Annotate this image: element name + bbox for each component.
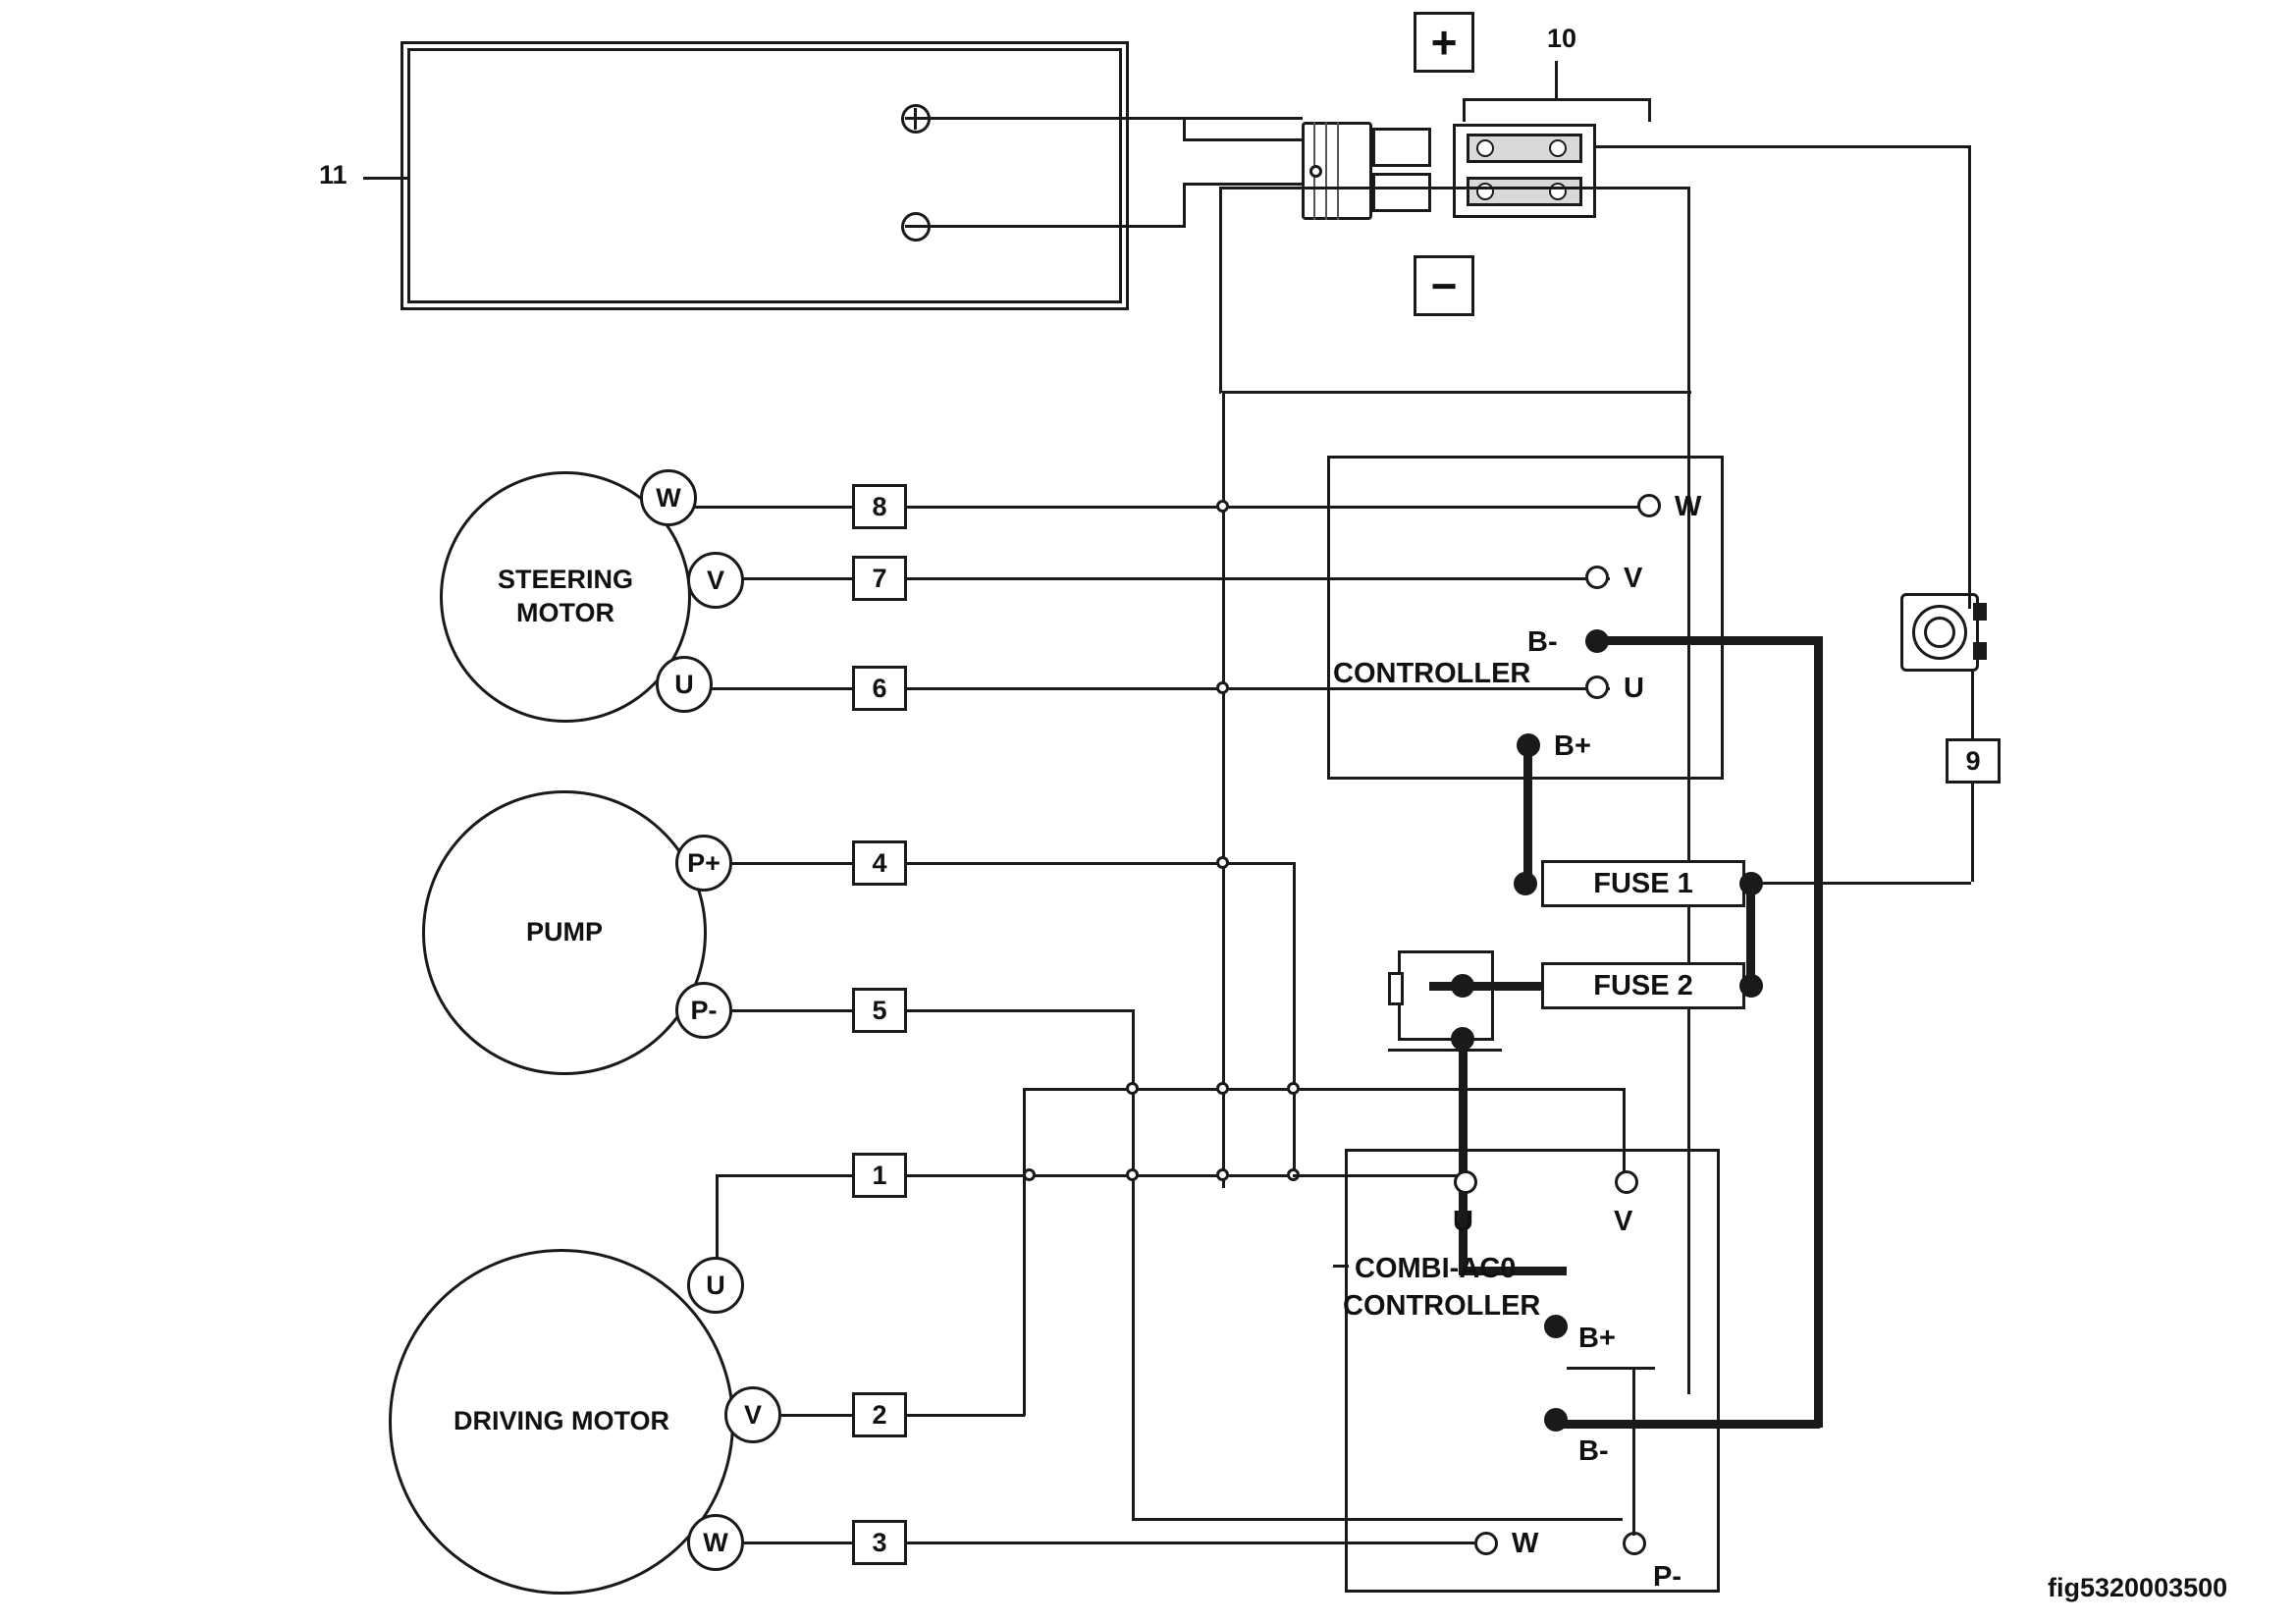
contactor-coil-tab xyxy=(1388,972,1404,1005)
fuse-2: FUSE 2 xyxy=(1541,962,1745,1009)
battery-ref-leader xyxy=(363,177,408,180)
wire-number-3: 3 xyxy=(852,1520,907,1565)
steering-v-wire xyxy=(742,577,852,580)
driving-motor-label: DRIVING MOTOR xyxy=(453,1406,669,1436)
wire-number-4: 4 xyxy=(852,840,907,886)
driving-v-wire xyxy=(781,1414,852,1417)
battery-plus-terminal-vline xyxy=(914,108,917,130)
contactor-base-line xyxy=(1388,1049,1502,1052)
controller-bminus-thick-wire xyxy=(1600,636,1822,645)
controller-terminal-u-label: U xyxy=(1624,673,1644,704)
steering-motor-label: STEERING MOTOR xyxy=(497,565,634,627)
key-switch-tab-bottom xyxy=(1973,642,1987,660)
battery-inner-box xyxy=(407,48,1122,303)
connector-bracket-right xyxy=(1648,98,1651,122)
pump-motor xyxy=(422,790,707,1075)
combi-terminal-w xyxy=(1474,1532,1498,1555)
connector-bracket-top xyxy=(1463,98,1651,101)
pump-label: PUMP xyxy=(525,917,603,947)
bus-negative-drop-left xyxy=(1219,187,1222,393)
pump-pplus-drop xyxy=(1293,862,1296,1176)
driving-motor xyxy=(389,1249,734,1595)
pump-pin-pplus: P+ xyxy=(675,835,732,892)
battery-minus-wire xyxy=(927,225,1183,228)
steering-w-node xyxy=(1216,500,1229,513)
steering-w-wire xyxy=(695,506,852,509)
combi-controller-label-line1: COMBI-AC0 xyxy=(1355,1253,1517,1284)
controller-bplus-thick-wire xyxy=(1523,745,1532,883)
battery-ref-label: 11 xyxy=(319,160,347,189)
connector-bracket-left xyxy=(1463,98,1466,122)
bus-positive-right xyxy=(1596,145,1971,148)
battery-connector-blade-bottom xyxy=(1372,173,1431,212)
controller-bminus-thick-down xyxy=(1814,636,1823,1428)
combi-terminal-u xyxy=(1454,1170,1477,1194)
battery-connector-blade-top xyxy=(1372,128,1431,167)
bus-negative-across xyxy=(1219,391,1221,394)
pump-pplus-into-combi xyxy=(1293,1174,1322,1177)
controller-terminal-bminus-label: B- xyxy=(1527,626,1558,658)
controller-label: CONTROLLER xyxy=(1333,658,1531,689)
battery-connector-rib-3 xyxy=(1337,122,1339,220)
pump-pminus-wire xyxy=(732,1009,852,1012)
combi-terminal-w-label: W xyxy=(1512,1528,1539,1559)
wire-number-6: 6 xyxy=(852,666,907,711)
pump-pplus-wire-2 xyxy=(907,862,1296,865)
vehicle-connector-screw-top-left xyxy=(1476,139,1494,157)
combi-controller-label-dash xyxy=(1333,1265,1349,1268)
steering-motor-pin-v: V xyxy=(687,552,744,609)
pump-pminus-wire-2 xyxy=(907,1009,1135,1012)
combi-terminal-bplus xyxy=(1544,1315,1568,1338)
controller-terminal-bplus-label: B+ xyxy=(1554,730,1591,762)
pump-pin-pminus: P- xyxy=(675,982,732,1039)
combi-terminal-bminus xyxy=(1544,1408,1568,1432)
fuse-1: FUSE 1 xyxy=(1541,860,1745,907)
combi-controller-box xyxy=(1345,1149,1720,1593)
combi-controller-label-line2: CONTROLLER xyxy=(1343,1290,1541,1322)
battery-connector-pin-dot xyxy=(1309,165,1322,178)
controller-terminal-w-label: W xyxy=(1675,491,1702,522)
wire-number-8: 8 xyxy=(852,484,907,529)
pump-pplus-node xyxy=(1216,856,1229,869)
driving-v-riser xyxy=(1023,1088,1026,1416)
minus-sign-box: − xyxy=(1414,255,1474,316)
battery-minus-terminal-hline xyxy=(905,225,927,228)
driving-u-node-c xyxy=(1216,1168,1229,1181)
steering-u-wire xyxy=(711,687,852,690)
key-switch-tab-top xyxy=(1973,603,1987,621)
wire-number-7: 7 xyxy=(852,556,907,601)
driving-v-top xyxy=(1023,1088,1626,1091)
combi-bplus-to-pminus-seg1 xyxy=(1567,1367,1655,1370)
driving-v-node-spine-2 xyxy=(1216,1082,1229,1095)
battery-minus-wire-rise xyxy=(1183,183,1186,228)
combi-terminal-v xyxy=(1615,1170,1638,1194)
wire-number-2: 2 xyxy=(852,1392,907,1437)
key-switch-wire-down xyxy=(1971,672,1974,740)
fuse-interconnect-thick xyxy=(1746,882,1755,984)
fuse-1-left-terminal xyxy=(1514,872,1537,895)
connector-ref-leader xyxy=(1555,61,1558,98)
key-switch-ring-inner xyxy=(1924,617,1955,648)
driving-motor-pin-w: W xyxy=(687,1514,744,1571)
combi-terminal-bminus-label: B- xyxy=(1578,1435,1609,1467)
vehicle-connector-screw-top-right xyxy=(1549,139,1567,157)
driving-u-wire xyxy=(716,1174,852,1177)
controller-terminal-w xyxy=(1637,494,1661,517)
controller-box xyxy=(1327,456,1724,780)
figure-id-label: fig5320003500 xyxy=(2048,1573,2228,1602)
battery-connector-rib-2 xyxy=(1325,122,1327,220)
driving-w-wire xyxy=(744,1542,852,1544)
steering-u-node xyxy=(1216,681,1229,694)
driving-motor-pin-u: U xyxy=(687,1257,744,1314)
steering-motor-pin-u: U xyxy=(656,656,713,713)
driving-v-wire-2 xyxy=(907,1414,1025,1417)
vehicle-connector-screw-bottom-right xyxy=(1549,183,1567,200)
bus-negative-left xyxy=(1219,187,1690,189)
battery-plus-wire xyxy=(927,117,1303,120)
bus-positive-right-drop xyxy=(1968,145,1971,609)
battery-plus-wire-lower xyxy=(1183,138,1303,141)
driving-motor-pin-v: V xyxy=(724,1386,781,1443)
controller-terminal-u xyxy=(1585,676,1609,699)
vehicle-connector-screw-bottom-left xyxy=(1476,183,1494,200)
key-switch-ref-9: 9 xyxy=(1946,738,2001,784)
combi-terminal-bplus-label: B+ xyxy=(1578,1323,1616,1354)
steering-motor-pin-w: W xyxy=(640,469,697,526)
contactor-body xyxy=(1398,950,1494,1041)
wire-number-1: 1 xyxy=(852,1153,907,1198)
pump-pplus-wire xyxy=(732,862,852,865)
driving-v-node-spine xyxy=(1126,1082,1139,1095)
main-spine-top-jog xyxy=(1222,391,1691,394)
combi-bplus-to-pminus-seg2 xyxy=(1632,1367,1635,1536)
combi-terminal-u-label: U xyxy=(1453,1206,1473,1237)
combi-terminal-pminus-label: P- xyxy=(1653,1561,1682,1593)
driving-v-node-spine-3 xyxy=(1287,1082,1300,1095)
plus-sign-box: + xyxy=(1414,12,1474,73)
driving-u-node-b xyxy=(1126,1168,1139,1181)
key-switch-wire-to-fuse xyxy=(1971,784,1974,882)
battery-minus-wire-upper xyxy=(1183,183,1303,186)
controller-terminal-v-label: V xyxy=(1624,563,1643,594)
connector-ref-label: 10 xyxy=(1547,24,1577,53)
wire-number-5: 5 xyxy=(852,988,907,1033)
fuse1-right-wire xyxy=(1763,882,1971,885)
controller-terminal-v xyxy=(1585,566,1609,589)
combi-terminal-v-label: V xyxy=(1614,1206,1633,1237)
